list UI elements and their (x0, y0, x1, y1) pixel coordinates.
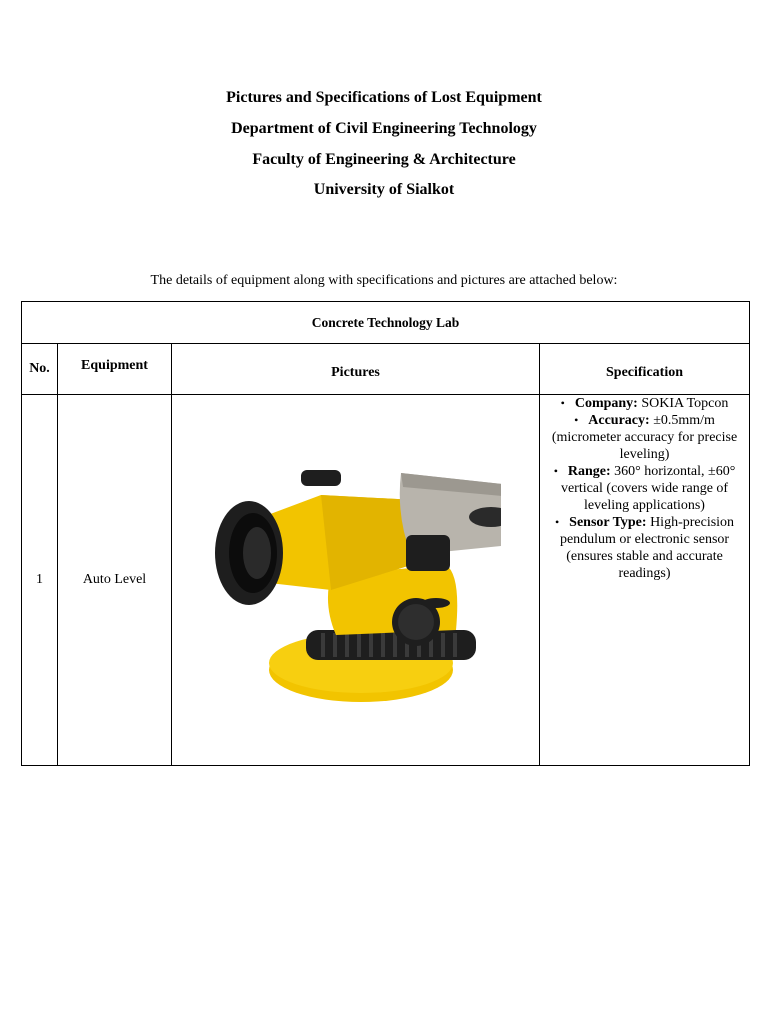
col-header-pictures: Pictures (172, 344, 540, 395)
picture-cell (172, 395, 540, 766)
table-row (22, 395, 750, 766)
spec-value: SOKIA Topcon (641, 396, 729, 411)
spec-item-range (544, 463, 745, 514)
bullet-icon: • (560, 396, 565, 410)
university-name: University of Sialkot (313, 181, 455, 198)
auto-level-image (211, 455, 501, 705)
bullet-icon: • (553, 464, 558, 478)
spec-label: Sensor Type: (569, 515, 647, 530)
department-name: Department of Civil Engineering Technology (231, 120, 537, 137)
spec-label: Range: (567, 464, 611, 479)
table-header-row (22, 344, 750, 395)
col-header-specification: Specification (540, 344, 750, 395)
bullet-icon: • (574, 413, 579, 427)
spec-value: High-precision pendulum or electronic sensor (ensures stable and accurate readings) (559, 515, 735, 581)
spec-item-sensor (544, 514, 745, 582)
faculty-name: Faculty of Engineering & Architecture (252, 151, 516, 168)
lab-title: Concrete Technology Lab (22, 302, 750, 344)
col-header-equipment: Equipment (58, 344, 172, 395)
spec-label: Accuracy: (588, 413, 650, 428)
spec-value: ±0.5mm/m (micrometer accuracy for precise leveling) (551, 413, 738, 462)
lab-title-row (22, 302, 750, 344)
spec-item-accuracy (544, 412, 745, 463)
doc-title: Pictures and Specifications of Lost Equipment (226, 89, 542, 106)
spec-item-company (544, 395, 745, 412)
equipment-table (21, 301, 750, 766)
bullet-icon: • (554, 515, 560, 529)
intro-text: The details of equipment along with specifications and pictures are attached below: (150, 273, 618, 288)
col-header-no: No. (22, 344, 58, 395)
spec-list (540, 395, 749, 582)
row-number: 1 (22, 395, 58, 766)
specification-cell (540, 395, 750, 766)
spec-value: 360° horizontal, ±60° vertical (covers wide range of leveling applications) (560, 464, 736, 513)
spec-label: Company: (574, 396, 638, 411)
equipment-name: Auto Level (58, 395, 172, 766)
